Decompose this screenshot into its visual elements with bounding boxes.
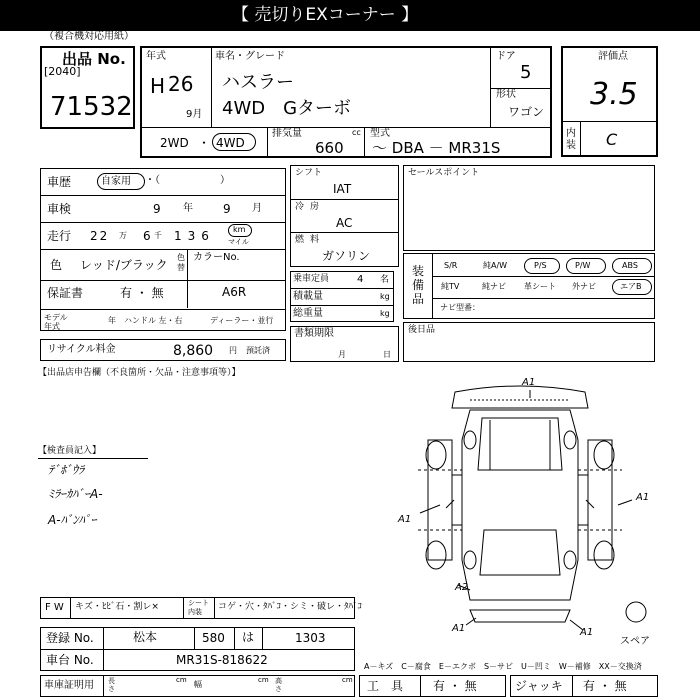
warranty-value: 有 ・ 無	[120, 286, 164, 300]
color-label: 色	[50, 258, 63, 272]
dealer-label: ディーラー・並行	[210, 316, 274, 325]
damage-mark-rear: A1	[522, 377, 536, 388]
cert-wid: 幅	[194, 680, 202, 689]
fuel-label: 燃料	[295, 235, 326, 245]
recycle-unit: 円	[229, 346, 237, 355]
shift-label: シフト	[295, 168, 323, 178]
equip-ps: P/S	[534, 261, 547, 270]
interior-value: C	[606, 130, 618, 149]
lot-stamp: [2040]	[44, 65, 81, 78]
weight-label: 総重量	[293, 308, 323, 319]
weight-unit: kg	[380, 309, 390, 318]
equip-airbag: エアB	[620, 282, 642, 291]
year-value: 26	[168, 72, 194, 96]
recycle-note: 預託済	[246, 346, 270, 355]
inspector-note-3: A-ﾊﾞﾝﾊﾟｰ	[48, 513, 97, 527]
inspection-year: 9	[153, 202, 161, 216]
load-label: 積載量	[293, 291, 323, 302]
colorno-value: A6R	[222, 285, 247, 299]
lot-number: 71532	[50, 92, 133, 122]
fw-damage: キズ・ﾋﾋﾞ石・割レ×	[75, 602, 159, 612]
name-label: 車名・グレード	[215, 51, 285, 62]
fuel-value: ガソリン	[322, 249, 371, 263]
car-name: ハスラー	[222, 72, 294, 93]
km-label: km	[233, 225, 246, 234]
inspection-month-unit: 月	[252, 203, 262, 214]
mileage-man-unit: 万	[119, 231, 127, 240]
registration-number: 1303	[295, 631, 326, 645]
capacity-label: 乗車定員	[293, 274, 330, 284]
equip-pw: P/W	[575, 261, 591, 270]
doors-value: 5	[520, 62, 532, 83]
ac-value: AC	[336, 216, 353, 230]
cert-cm-3: cm	[342, 676, 353, 684]
top-note: （複合機対応用紙）	[44, 31, 134, 42]
damage-mark-front-left: A2	[455, 582, 469, 593]
fw-label: F W	[45, 602, 64, 613]
damage-mark-front-bumper: A1	[452, 623, 466, 634]
history-label: 車歴	[47, 175, 72, 189]
equip-tv: 純TV	[441, 282, 460, 291]
displacement-value: 660	[315, 139, 344, 157]
registration-class: 580	[202, 631, 225, 645]
expiry-label: 書類期限	[294, 328, 334, 339]
mile-label: マイル	[228, 238, 249, 246]
cert-cm-2: cm	[258, 676, 269, 684]
aftermarket-label: 後日品	[408, 325, 436, 335]
cert-hei: 高さ	[275, 677, 282, 693]
cert-label: 車庫証明用	[44, 680, 94, 691]
damage-mark-right: A1	[636, 492, 650, 503]
header-title: 【 売切りEXコーナー 】	[232, 5, 419, 25]
history-rest: ・（ ）	[145, 175, 230, 186]
damage-mark-front-right: A1	[580, 627, 594, 638]
mileage-man: 22	[90, 229, 110, 243]
navi-model-label: ナビ型番：	[440, 303, 480, 312]
warranty-label: 保証書	[47, 286, 84, 300]
colorno-label: カラーNo.	[193, 252, 240, 263]
drive-4wd: 4WD	[216, 136, 245, 150]
inspection-label: 車検	[47, 202, 72, 216]
year-label: 年式	[146, 51, 166, 62]
model-year-unit: 年	[108, 316, 116, 325]
handle-label: ハンドル 左・右	[124, 316, 183, 325]
interior-label: 内装	[566, 128, 576, 151]
month-value: 9月	[186, 109, 203, 120]
cc-unit: cc	[352, 128, 361, 137]
score-value: 3.5	[590, 77, 638, 112]
drive-sep: ・	[198, 136, 211, 150]
inspection-year-unit: 年	[183, 203, 193, 214]
equip-sr: S/R	[444, 261, 458, 270]
doors-label: ドア	[496, 51, 516, 62]
equip-ext-navi: 外ナビ	[572, 282, 596, 291]
registration-place: 松本	[133, 630, 158, 644]
shape-label: 形状	[496, 89, 516, 100]
model-label: 型式	[370, 128, 390, 139]
inspector-note-1: ﾃﾞﾎﾞｳﾗ	[48, 463, 85, 477]
capacity-value: 4	[357, 274, 364, 285]
equip-abs: ABS	[622, 261, 638, 270]
ac-label: 冷房	[295, 202, 326, 212]
drive-2wd: 2WD	[160, 136, 189, 150]
inspector-label: 【検査員記入】	[38, 446, 102, 456]
sales-point-label: セールスポイント	[408, 168, 480, 178]
jack-label: ジャッキ	[515, 679, 563, 693]
year-era: H	[150, 74, 166, 98]
score-label: 評価点	[598, 51, 628, 62]
equip-alloy: 純A/W	[483, 261, 508, 270]
color-value: レッド/ブラック	[80, 258, 168, 272]
registration-kana: は	[242, 630, 255, 644]
seller-notes-label: 【出品店申告欄（不良箇所・欠品・注意事項等）】	[38, 368, 241, 378]
cert-cm-1: cm	[176, 676, 187, 684]
mileage-sen-unit: 千	[154, 231, 162, 240]
seat-label: シート内装	[188, 599, 209, 616]
model-value: 〜 DBA － MR31S	[372, 139, 501, 157]
chassis-value: MR31S-818622	[176, 653, 268, 667]
car-grade: 4WD Gターボ	[222, 98, 352, 119]
private-use: 自家用	[101, 176, 131, 187]
recycle-label: リサイクル料金	[47, 344, 116, 355]
mileage-rest: 136	[174, 229, 215, 243]
displacement-label: 排気量	[272, 128, 302, 139]
registration-label: 登録 No.	[46, 631, 94, 645]
spare-label: スペア	[620, 636, 650, 647]
tools-label: 工 具	[367, 679, 404, 693]
equip-leather: 革シート	[524, 282, 556, 291]
damage-legend: A－キズ C－腐食 E－エクボ S－サビ U－凹ミ W－補修 XX－交換済	[364, 662, 642, 671]
equip-navi: 純ナビ	[482, 282, 506, 291]
inspection-month: 9	[223, 202, 231, 216]
equipment-label: 装備品	[412, 264, 425, 306]
mileage-sen: 6	[143, 229, 151, 243]
damage-mark-left: A1	[398, 514, 412, 525]
shape-value: ワゴン	[508, 105, 545, 119]
shift-value: IAT	[333, 182, 352, 196]
tools-value: 有 ・ 無	[433, 679, 477, 693]
mileage-label: 走行	[47, 229, 72, 243]
recycle-value: 8,860	[173, 343, 214, 359]
chassis-label: 車台 No.	[46, 653, 94, 667]
expiry-month: 月	[338, 350, 346, 359]
color-change-label: 色替	[177, 253, 185, 272]
lot-label: 出品 No.	[62, 50, 126, 68]
cert-len: 長さ	[108, 677, 115, 693]
capacity-unit: 名	[380, 275, 390, 285]
load-unit: kg	[380, 292, 390, 301]
jack-value: 有 ・ 無	[583, 679, 627, 693]
inspector-note-2: ﾐﾗｰｶﾊﾞｰA-	[48, 487, 103, 501]
model-year-label: モデル年式	[44, 313, 68, 331]
expiry-day: 日	[383, 350, 391, 359]
seat-value: コゲ・穴・ﾀﾊﾞｺ・シミ・破レ・ﾀﾊﾞｺ	[218, 602, 363, 612]
